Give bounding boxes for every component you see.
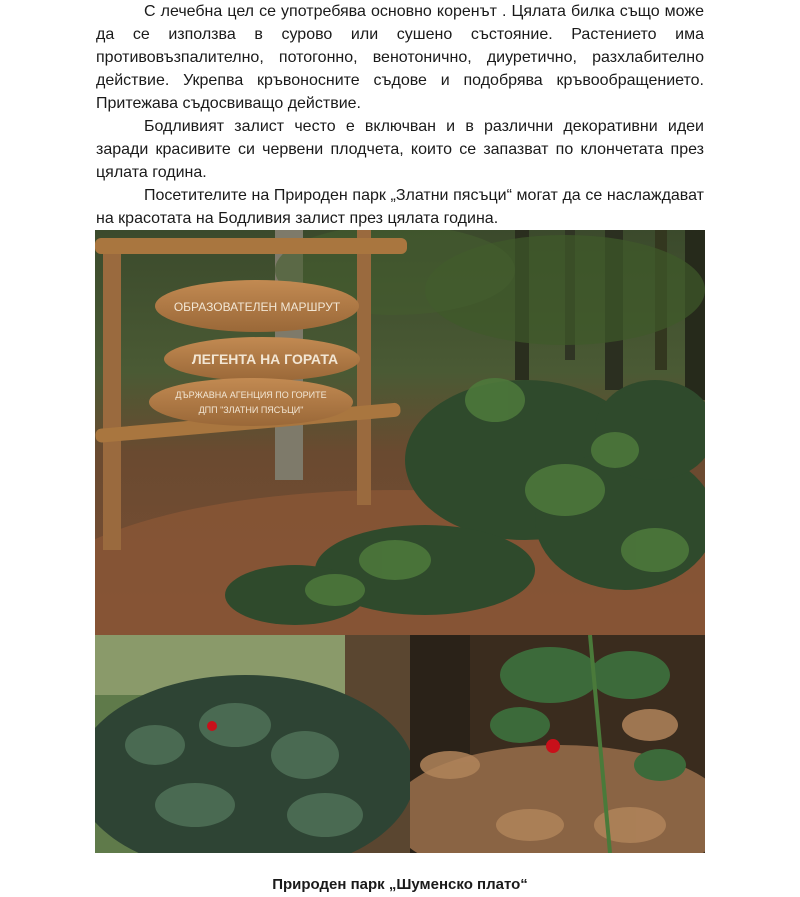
paragraph-decorative-use: Бодливият залист често е включван и в различни декоративни идеи заради красивите си червени плодчета, които се запазват по клончетата през цялата година. <box>96 118 704 181</box>
red-berry-icon <box>207 721 217 731</box>
paragraph-visitors: Посетителите на Природен парк „Златни пясъци“ могат да се наслаждават на красотата на Бодливия залист през цялата година. <box>96 187 704 227</box>
paragraph-medicinal-use: С лечебна цел се употребява основно коренът . Цялата билка също може да се използва в сурово или сушено състояние. Растението има противовъзпалително, потогонно, венотонично, диуретично, разхлабително действие. Укрепва кръвоносните съдове и подобрява кръвообращението. Притежава съдосвиващо действие. <box>96 3 704 112</box>
photo-forest-trail-sign <box>95 230 705 635</box>
body-text <box>96 0 704 230</box>
sign-line-4: ДПП "ЗЛАТНИ ПЯСЪЦИ" <box>198 405 304 415</box>
sign-line-3: ДЪРЖАВНА АГЕНЦИЯ ПО ГОРИТЕ <box>175 390 327 400</box>
sign-line-1: ОБРАЗОВАТЕЛЕН МАРШРУТ <box>173 300 341 314</box>
photo-shrub-with-berry <box>95 635 410 853</box>
photo-berry-closeup <box>410 635 705 853</box>
sign-line-2: ЛЕГЕНТА НА ГОРАТА <box>191 351 339 367</box>
red-berry-icon <box>546 739 560 753</box>
photo-caption: Природен парк „Шуменско плато“ <box>272 876 528 893</box>
